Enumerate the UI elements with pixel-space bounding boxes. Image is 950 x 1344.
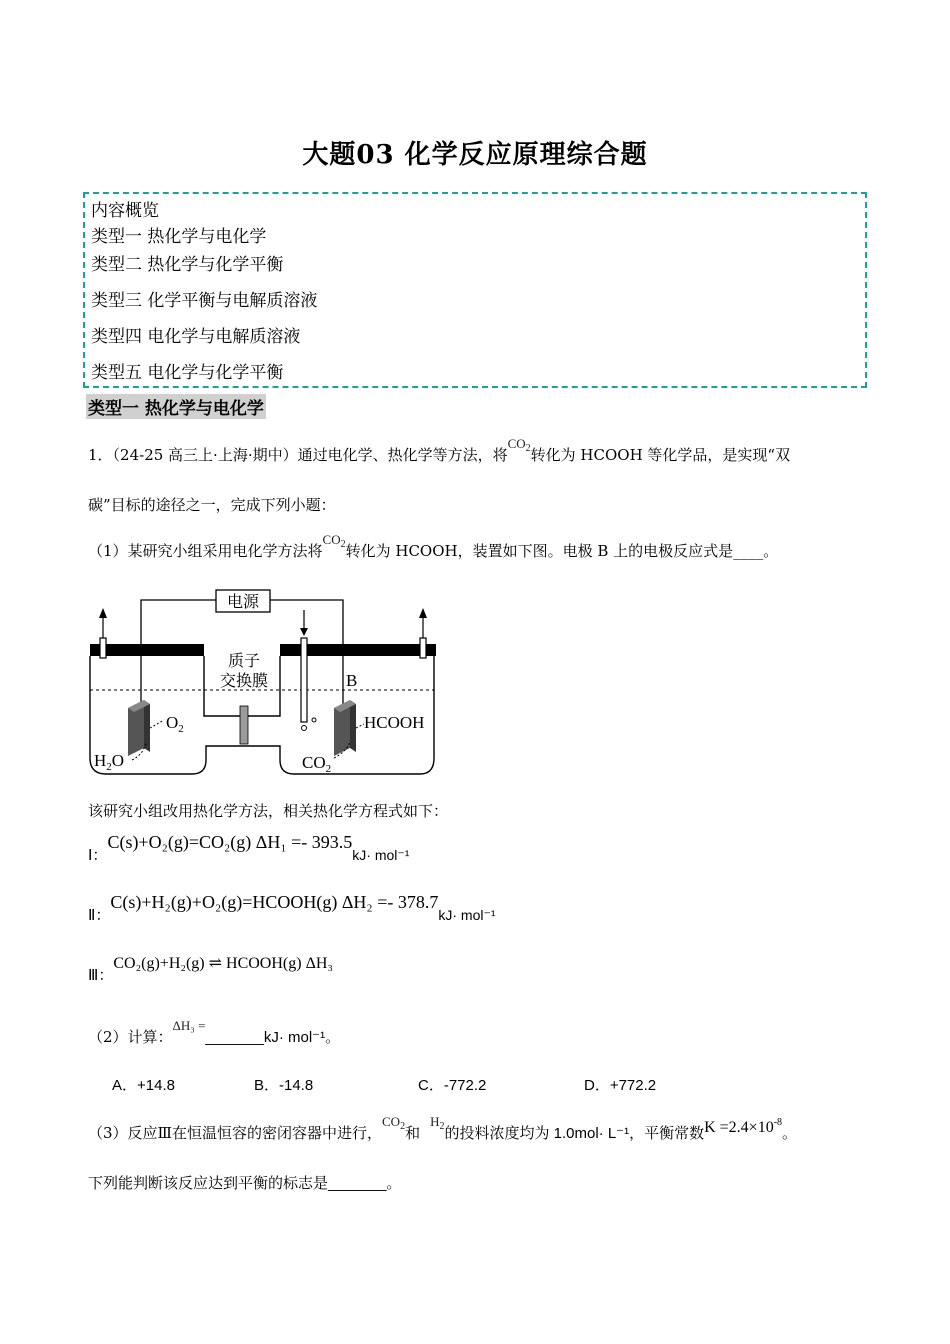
q1-part3: （3）反应Ⅲ在恒温恒容的密闭容器中进行，$CO_2$和$H_2$的投料浓度均为 1.0mol· L⁻¹，平衡常数$K =2.4\times 10^{-8}$。 (88, 1114, 798, 1142)
answer-blank: ____ (733, 542, 764, 560)
toc-item[interactable]: 类型四 电化学与电解质溶液 (91, 327, 301, 347)
h2o-label: $H_2O$ (94, 751, 125, 773)
option-a[interactable]: A．+14.8 (112, 1077, 175, 1094)
q1-part1: （1）某研究小组采用电化学方法将$CO_2$转化为 HCOOH，装置如下图。电极 B 上的电极反应式是____。 (88, 532, 779, 560)
membrane-label: 交换膜 (219, 673, 269, 690)
equation-3: Ⅲ：CO₂(g)+H₂(g) ⇌ HCOOH(g) ΔH₃ (88, 955, 333, 984)
section-heading: 类型一 热化学与电化学 (86, 394, 266, 419)
page-title: 大题03 化学反应原理综合题 (302, 140, 648, 170)
toc-item[interactable]: 类型五 电化学与化学平衡 (91, 363, 284, 383)
co2-formula: $CO_2$ (322, 532, 346, 550)
option-c[interactable]: C．-772.2 (418, 1077, 487, 1094)
answer-blank: _______ (205, 1029, 264, 1046)
q1-line1: 1．（24-25 高三上·上海·期中）通过电化学、热化学等方法，将$CO_2$转化为 HCOOH 等化学品，是实现“双 (88, 436, 791, 464)
q1-line2: 碳”目标的途径之一，完成下列小题： (88, 496, 336, 514)
toc-item[interactable]: 类型一 热化学与电化学 (91, 227, 267, 247)
power-label: 电源 (226, 594, 260, 611)
q1-part2: （2）计算：ΔH₃ =_______kJ· mol⁻¹。 (88, 1018, 341, 1046)
co2-label: $CO_2$ (302, 753, 332, 775)
equation-1: Ⅰ：C(s)+O₂(g)=CO₂(g) ΔH₁ =- 393.5kJ· mol⁻¹ (88, 832, 410, 864)
membrane-label: 质子 (227, 653, 261, 670)
toc-item[interactable]: 类型三 化学平衡与电解质溶液 (91, 291, 318, 311)
proton-exchange-membrane (240, 706, 248, 744)
content-overview-box (83, 192, 867, 388)
option-d[interactable]: D．+772.2 (584, 1077, 657, 1094)
electrode-b-label: B (346, 671, 358, 690)
option-b[interactable]: B．-14.8 (254, 1077, 314, 1094)
hcooh-label: HCOOH (364, 713, 425, 732)
toc-item[interactable]: 类型二 热化学与化学平衡 (91, 255, 284, 275)
o2-label: $O_2$ (166, 713, 184, 735)
toc-heading: 内容概览 (91, 201, 159, 221)
thermo-intro: 该研究小组改用热化学方法，相关热化学方程式如下： (88, 802, 449, 820)
answer-blank: _______ (328, 1175, 387, 1192)
q1-part3-line2: 下列能判断该反应达到平衡的标志是_______。 (88, 1174, 402, 1192)
equation-2: Ⅱ：C(s)+H₂(g)+O₂(g)=HCOOH(g) ΔH₂ =- 378.7kJ· mol⁻¹ (88, 892, 496, 924)
co2-formula: $CO_2$ (507, 436, 531, 454)
electrolysis-diagram (88, 582, 440, 782)
